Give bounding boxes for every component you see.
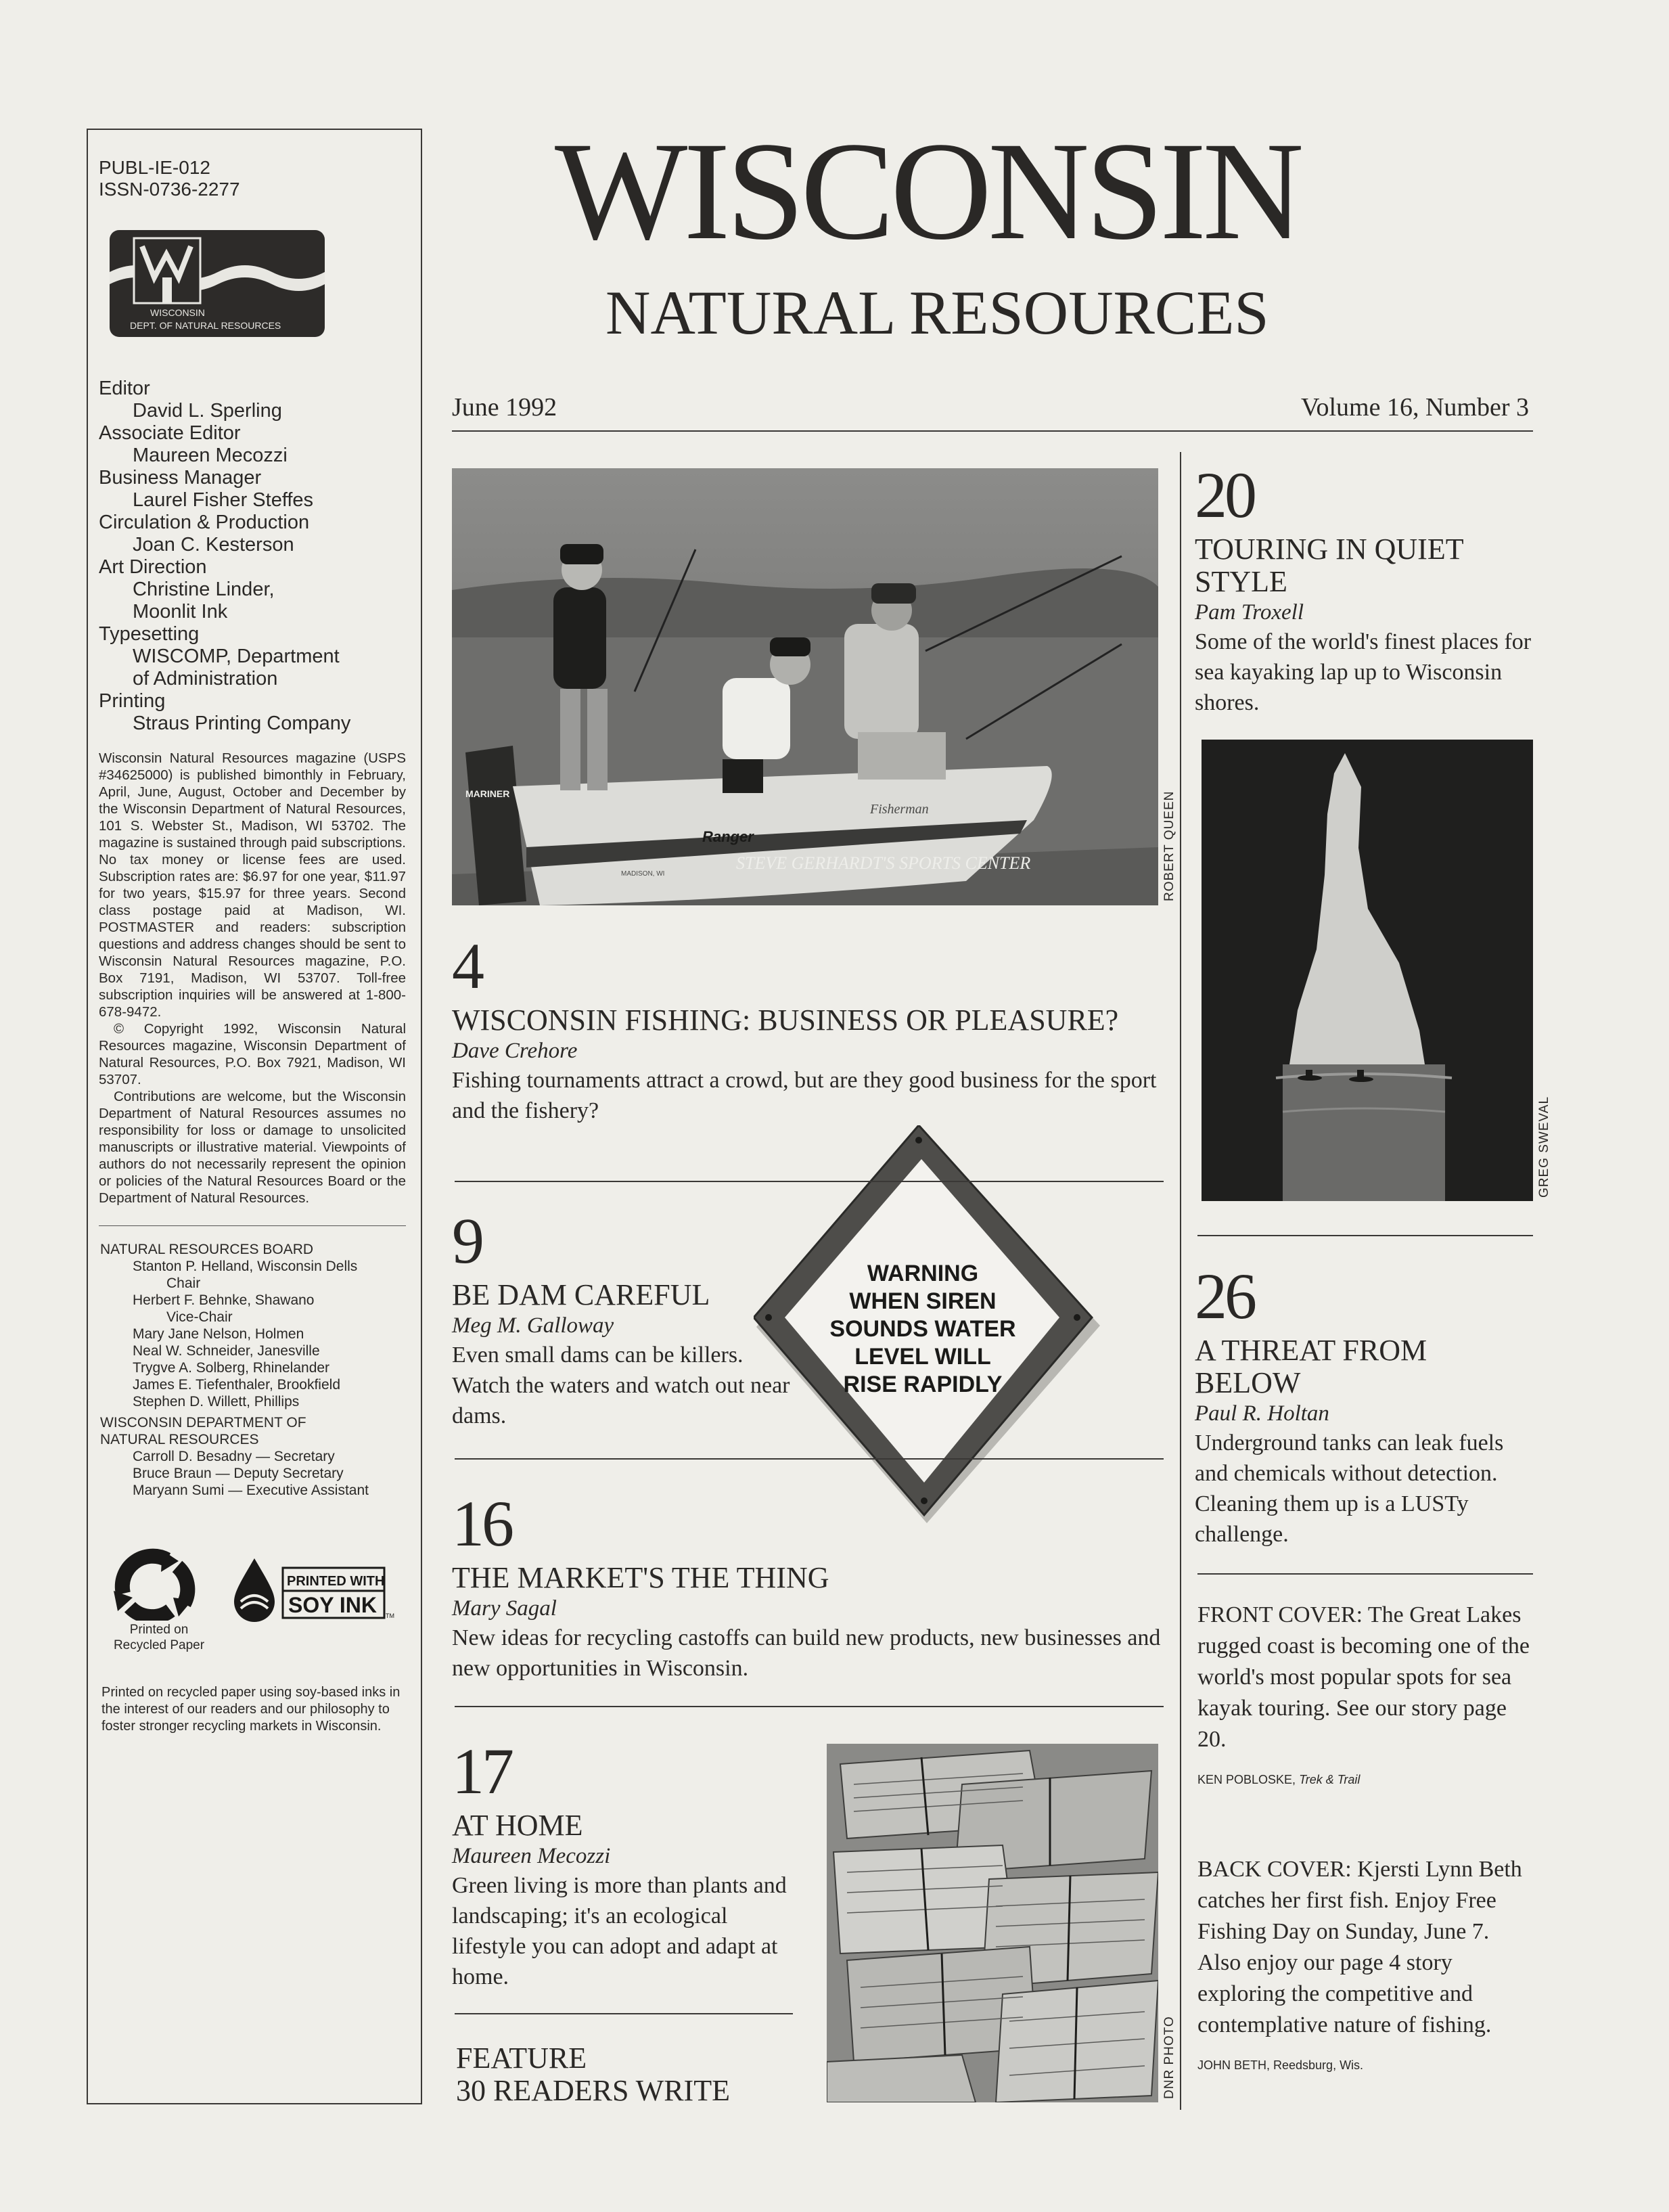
back-cover-credit: JOHN BETH, Reedsburg, Wis. [1197,2058,1364,2072]
masthead-name: Maureen Mecozzi [133,445,288,466]
photo-credit-greg-sweval: GREG SWEVAL [1537,1096,1551,1198]
masthead-role: Printing [99,690,166,712]
print-icons [99,1546,406,1668]
story-description: Underground tanks can leak fuels and chemicals without detection. Cleaning them up is a LUSTy challenge. [1195,1430,1504,1547]
masthead-sidebar [87,129,422,2104]
story-20[interactable] [1195,459,1533,718]
issue-volume: Volume 16, Number 3 [1300,393,1529,422]
story-9[interactable] [452,1204,797,1431]
board-member: James E. Tiefenthaler, Brookfield [133,1377,340,1393]
front-cover-credit: KEN POBLOSKE, Trek & Trail [1197,1773,1361,1786]
story-26[interactable] [1195,1260,1533,1550]
dnr-logo [110,230,325,337]
recycled-label: Printed on Recycled Paper [113,1623,205,1652]
svg-text:Fisherman: Fisherman [870,802,929,817]
sign-line-4: LEVEL WILL [854,1344,991,1370]
back-cover-note [1197,1854,1536,2073]
soy-ink-logo [231,1554,398,1622]
svg-text:Ranger: Ranger [702,828,754,845]
divider [99,1225,406,1226]
story-author: Maureen Mecozzi [452,1844,611,1868]
masthead-name: WISCOMP, Department [133,646,340,667]
story-17[interactable] [452,1735,797,1992]
board-member-title: Chair [166,1276,201,1291]
story-title: WISCONSIN FISHING: BUSINESS OR PLEASURE? [452,1003,1119,1037]
publication-id: PUBL-IE-012 [99,157,210,178]
natural-resources-board [99,1241,406,1499]
board-heading: NATURAL RESOURCES BOARD [100,1242,314,1257]
sign-line-3: SOUNDS WATER [829,1316,1016,1342]
masthead-name: Straus Printing Company [133,713,351,734]
story-page-number: 16 [452,1487,511,1560]
story-page-number: 17 [452,1735,511,1807]
masthead-role: Typesetting [99,623,200,645]
masthead-name: David L. Sperling [133,400,282,422]
story-description: Some of the world's finest places for sea kayaking lap up to Wisconsin shores. [1195,629,1532,715]
story-divider [455,1458,1164,1460]
story-description: Green living is more than plants and landscaping; it's an ecological lifestyle you can adopt and adapt at home. [452,1873,787,1989]
story-description: Fishing tournaments attract a crowd, but are they good business for the sport and the fishery? [452,1068,1157,1123]
story-page-number: 26 [1195,1260,1254,1332]
magazine-title: WISCONSIN [555,113,1300,269]
masthead-name: Laurel Fisher Steffes [133,489,314,511]
board-member: Trygve A. Solberg, Rhinelander [133,1360,330,1376]
story-divider [455,1181,1164,1182]
story-title: BE DAM CAREFUL [452,1278,710,1311]
publication-info [99,750,406,1206]
back-cover-text: BACK COVER: Kjersti Lynn Beth catches her first fish. Enjoy Free Fishing Day on Sunday, June 7. Also enjoy our page 4 story exploring the competitive and contemplative nature of fishing. [1197,1857,1522,2037]
svg-text:PRINTED WITH: PRINTED WITH [287,1574,385,1589]
photo-credit-dnr: DNR PHOTO [1162,2016,1176,2099]
story-divider [1197,1235,1533,1236]
pub-info-text: Wisconsin Natural Resources magazine (USPS #34625000) is published bimonthly in February, April, June, August, October and December by the Wisconsin Department of Natural Resources, 101 S. Webster St., Madison, WI 53702. The magazine is sustained through paid subscriptions. No tax money or license fees are used. Subscription rates are: $6.97 for one year, $11.97 for two years, $15.97 for three years. Second class postage paid at Madison, WI. POSTMASTER and readers: subscription questions and address changes should be sent to Wisconsin Natural Resources magazine, P.O. Box 7191, Madison, WI 53707. Toll-free subscription inquiries will be answered at 1-800-678-9472. [99,750,406,1020]
board-member: Herbert F. Behnke, Shawano [133,1292,315,1308]
story-divider [455,1706,1164,1707]
feature-list[interactable] [456,2042,730,2107]
board-member-title: Vice-Chair [166,1309,233,1325]
story-title: A THREAT FROM BELOW [1195,1334,1427,1399]
story-page-number: 4 [452,930,482,1002]
story-title: THE MARKET'S THE THING [452,1561,829,1594]
sign-line-5: RISE RAPIDLY [843,1372,1003,1397]
feature-item: 30 READERS WRITE [456,2074,730,2107]
board-member: Stanton P. Helland, Wisconsin Dells [133,1259,358,1274]
issue-date: June 1992 [452,393,557,422]
photo-credit-robert-queen: ROBERT QUEEN [1162,790,1176,901]
masthead-role: Editor [99,378,150,399]
story-4[interactable] [452,930,1169,1126]
recycle-icon [103,1546,218,1621]
issn: ISSN-0736-2277 [99,179,240,200]
front-cover-text: FRONT COVER: The Great Lakes rugged coast is becoming one of the world's most popular spots for sea kayak touring. See our story page 20. [1197,1602,1530,1752]
masthead-name: Moonlit Ink [133,601,228,623]
magazine-subtitle: NATURAL RESOURCES [605,278,1269,347]
story-page-number: 20 [1195,459,1254,531]
board-member: Stephen D. Willett, Phillips [133,1394,300,1409]
masthead-role: Circulation & Production [99,512,310,533]
contributions-text: Contributions are welcome, but the Wisconsin Department of Natural Resources assumes no responsibility for loss or damage to unsolicited manuscripts or illustrative material. Viewpoints of authors do not necessarily represent the opinion or policies of the Natural Resources Board or the Department of Natural Resources. [99,1089,406,1206]
masthead-name: Joan C. Kesterson [133,534,294,556]
masthead-name: of Administration [133,668,278,690]
sea-cave-kayak-photo [1202,740,1533,1201]
issue-dateline [452,392,1533,432]
recycled-newspapers-photo [827,1744,1158,2102]
warning-sign-graphic [754,1125,1105,1531]
column-divider [1180,452,1181,2110]
story-title: TOURING IN QUIET STYLE [1195,533,1463,598]
story-divider [1197,1573,1533,1575]
masthead-credits [99,378,406,735]
svg-text:WISCONSIN: WISCONSIN [150,307,205,318]
board-member: Neal W. Schneider, Janesville [133,1343,320,1359]
dept-official: Maryann Sumi — Executive Assistant [133,1483,369,1498]
dept-heading-1: WISCONSIN DEPARTMENT OF [100,1415,306,1430]
story-author: Dave Crehore [452,1039,578,1063]
sign-line-1: WARNING [867,1261,979,1286]
recycled-paper-note: Printed on recycled paper using soy-based inks in the interest of our readers and our philosophy to foster stronger recycling markets in Wisconsin. [101,1685,401,1734]
story-title: AT HOME [452,1809,583,1842]
story-description: Even small dams can be killers. Watch the waters and watch out near dams. [452,1342,790,1428]
sign-line-2: WHEN SIREN [849,1288,997,1314]
story-author: Mary Sagal [452,1596,557,1621]
dept-heading-2: NATURAL RESOURCES [100,1432,259,1447]
fishing-boat-photo [452,468,1158,905]
story-page-number: 9 [452,1204,482,1277]
svg-text:TM: TM [386,1612,394,1619]
dept-official: Bruce Braun — Deputy Secretary [133,1466,344,1481]
masthead-name: Christine Linder, [133,579,275,600]
svg-text:SOY INK: SOY INK [288,1593,377,1617]
board-member: Mary Jane Nelson, Holmen [133,1326,304,1342]
masthead-role: Business Manager [99,467,262,489]
story-16[interactable] [452,1487,1169,1684]
masthead-role: Associate Editor [99,422,241,444]
front-cover-note [1197,1600,1536,1788]
masthead-role: Art Direction [99,556,207,578]
svg-text:MADISON, WI: MADISON, WI [621,870,665,878]
dept-official: Carroll D. Besadny — Secretary [133,1449,335,1464]
svg-text:DEPT. OF NATURAL RESOURCES: DEPT. OF NATURAL RESOURCES [130,320,281,331]
story-author: Meg M. Galloway [452,1313,614,1338]
story-divider [455,2013,793,2014]
copyright-text: © Copyright 1992, Wisconsin Natural Resources magazine, Wisconsin Department of Natural Resources, P.O. Box 7921, Madison, WI 53707. [99,1021,406,1087]
feature-label: FEATURE [456,2041,587,2075]
story-author: Paul R. Holtan [1195,1401,1329,1426]
story-author: Pam Troxell [1195,600,1304,625]
svg-text:STEVE GERHARDT'S SPORTS CENTER: STEVE GERHARDT'S SPORTS CENTER [736,853,1031,873]
story-description: New ideas for recycling castoffs can build new products, new businesses and new opportunities in Wisconsin. [452,1625,1161,1681]
svg-text:MARINER: MARINER [465,788,510,799]
